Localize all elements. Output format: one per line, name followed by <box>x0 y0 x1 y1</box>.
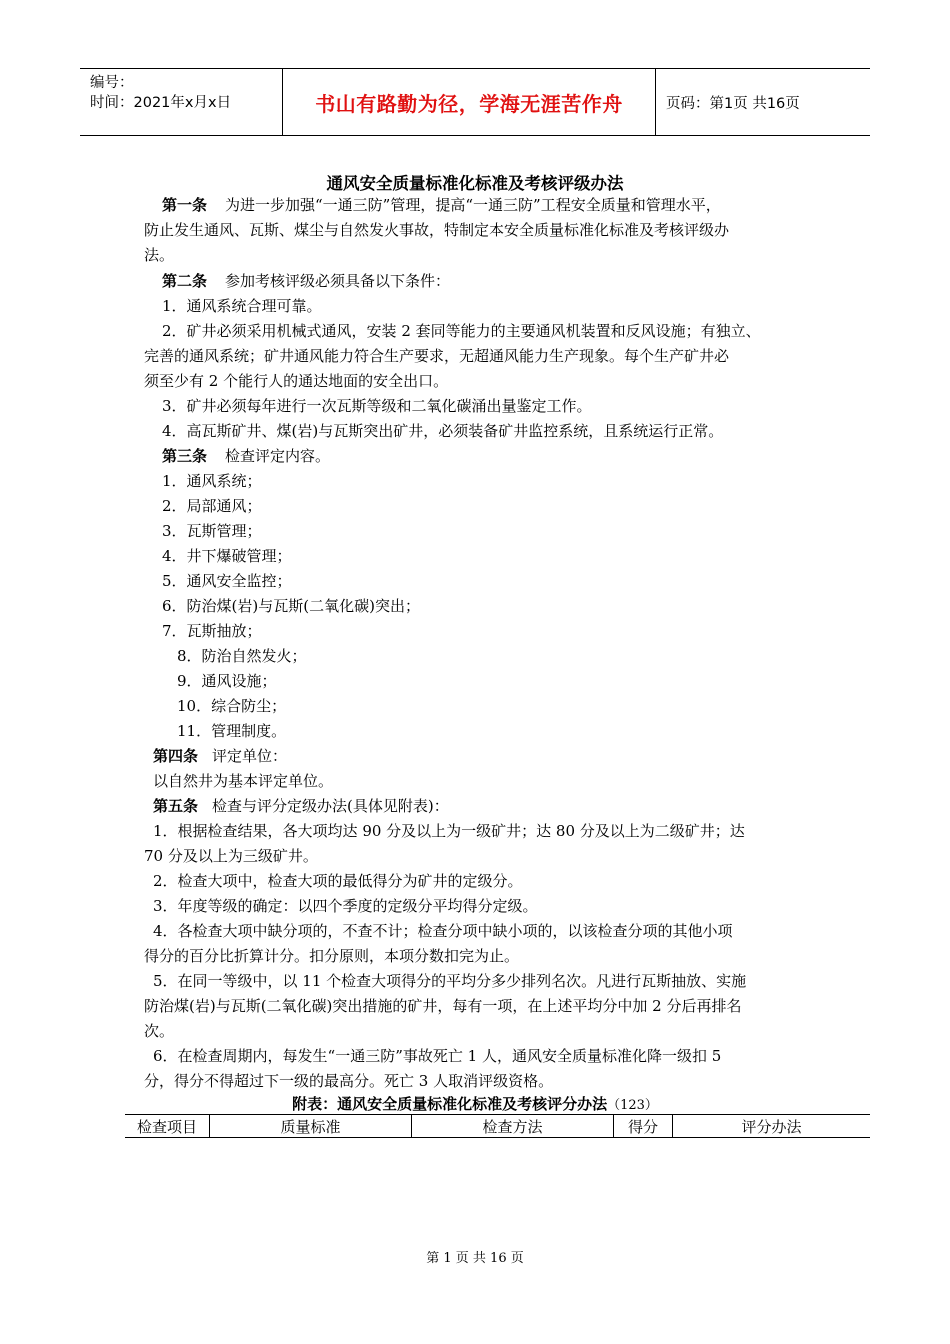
article-2-label: 第二条 <box>162 272 208 290</box>
article-5-item-4-line-2: 得分的百分比折算计分。扣分原则，本项分数扣完为止。 <box>144 947 520 965</box>
article-5-item-4-line-1: 4．各检查大项中缺分项的，不查不计；检查分项中缺小项的，以该检查分项的其他小项 <box>153 922 733 940</box>
time-label: 时间：2021年x月x日 <box>90 95 232 111</box>
article-5-item-5-line-2: 防治煤(岩)与瓦斯(二氧化碳)突出措施的矿井，每有一项，在上述平均分中加 2 分后再排名 <box>144 997 742 1015</box>
article-4-heading: 第四条 评定单位： <box>153 747 288 765</box>
article-5-item-1-line-1: 1．根据检查结果，各大项均达 90 分及以上为一级矿井；达 80 分及以上为二级矿井；达 <box>153 822 745 840</box>
list-item: 7．瓦斯抽放； <box>162 622 262 640</box>
article-2-heading: 第二条 参加考核评级必须具备以下条件： <box>162 272 451 290</box>
article-1-line-2: 防止发生通风、瓦斯、煤尘与自然发火事故，特制定本安全质量标准化标准及考核评级办 <box>144 221 730 239</box>
article-5-label: 第五条 <box>153 797 199 815</box>
article-5-item-5-line-1: 5．在同一等级中，以 11 个检查大项得分的平均分多少排列名次。凡进行瓦斯抽放、实施 <box>153 972 747 990</box>
article-2-item-2-line-1: 2．矿井必须采用机械式通风，安装 2 套同等能力的主要通风机装置和反风设施；有独立、 <box>162 322 761 340</box>
list-item: 5．通风安全监控； <box>162 572 292 590</box>
page-footer: 第 1 页 共 16 页 <box>426 1251 524 1266</box>
appendix-title: 附表：通风安全质量标准化标准及考核评分办法（123） <box>292 1095 658 1113</box>
page-header <box>80 68 870 136</box>
list-item: 11．管理制度。 <box>177 722 287 740</box>
article-1-label: 第一条 <box>162 196 208 214</box>
list-item: 4．井下爆破管理； <box>162 547 292 565</box>
article-5-item-5-line-3: 次。 <box>144 1022 175 1040</box>
list-item: 9．通风设施； <box>177 672 277 690</box>
appendix-table <box>125 1114 870 1138</box>
motto: 书山有路勤为径，学海无涯苦作舟 <box>282 69 656 135</box>
article-2-item-3: 3．矿井必须每年进行一次瓦斯等级和二氧化碳涌出量鉴定工作。 <box>162 397 592 415</box>
list-item: 6．防治煤(岩)与瓦斯(二氧化碳)突出； <box>162 597 420 615</box>
article-5-item-6-line-2: 分，得分不得超过下一级的最高分。死亡 3 人取消评级资格。 <box>144 1072 554 1090</box>
article-1-line-3: 法。 <box>144 246 175 264</box>
table-header-row <box>125 1115 870 1138</box>
list-item: 10．综合防尘； <box>177 697 287 715</box>
article-4-content: 以自然井为基本评定单位。 <box>153 772 334 790</box>
page-info: 页码：第1页 共16页 <box>666 95 800 112</box>
article-2-item-2-line-2: 完善的通风系统；矿井通风能力符合生产要求，无超通风能力生产现象。每个生产矿井必 <box>144 347 730 365</box>
column-header: 评分办法 <box>673 1115 871 1138</box>
column-header: 质量标准 <box>210 1115 412 1138</box>
article-1-line-1: 第一条 为进一步加强“一通三防”管理，提高“一通三防”工程安全质量和管理水平， <box>162 196 721 214</box>
article-2-item-1: 1．通风系统合理可靠。 <box>162 297 322 315</box>
list-item: 2．局部通风； <box>162 497 262 515</box>
article-5-heading: 第五条 检查与评分定级办法(具体见附表)： <box>153 797 449 815</box>
article-5-item-3: 3．年度等级的确定：以四个季度的定级分平均得分定级。 <box>153 897 538 915</box>
document-title: 通风安全质量标准化标准及考核评级办法 <box>326 174 624 193</box>
header-meta <box>80 69 282 135</box>
list-item: 1．通风系统； <box>162 472 262 490</box>
article-3-heading: 第三条 检查评定内容。 <box>162 447 331 465</box>
article-5-item-2: 2．检查大项中，检查大项的最低得分为矿井的定级分。 <box>153 872 523 890</box>
article-2-item-2-line-3: 须至少有 2 个能行人的通达地面的安全出口。 <box>144 372 449 390</box>
list-item: 8．防治自然发火； <box>177 647 307 665</box>
article-4-label: 第四条 <box>153 747 199 765</box>
list-item: 3．瓦斯管理； <box>162 522 262 540</box>
column-header: 得分 <box>614 1115 673 1138</box>
number-label: 编号： <box>90 75 134 91</box>
column-header: 检查项目 <box>125 1115 210 1138</box>
column-header: 检查方法 <box>412 1115 614 1138</box>
article-5-item-6-line-1: 6．在检查周期内，每发生“一通三防”事故死亡 1 人，通风安全质量标准化降一级扣 5 <box>153 1047 722 1065</box>
article-3-label: 第三条 <box>162 447 208 465</box>
article-5-item-1-line-2: 70 分及以上为三级矿井。 <box>144 847 318 865</box>
article-2-item-4: 4．高瓦斯矿井、煤(岩)与瓦斯突出矿井，必须装备矿井监控系统，且系统运行正常。 <box>162 422 724 440</box>
